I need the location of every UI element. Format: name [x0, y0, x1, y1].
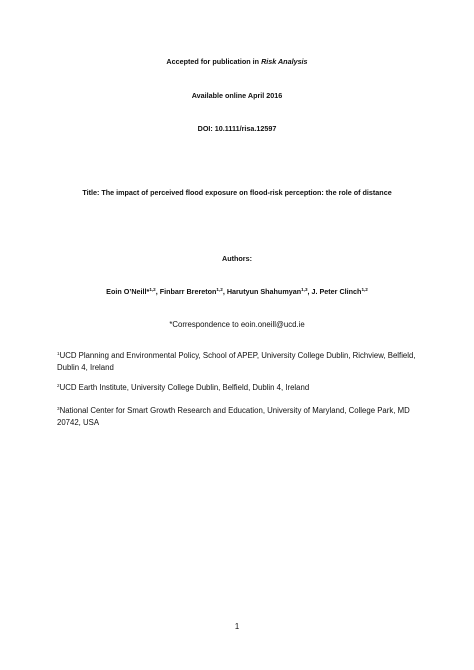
- author-affiliation-marker: 1,2: [149, 287, 156, 292]
- author-list: [0, 287, 474, 296]
- affiliation: [57, 405, 427, 429]
- author-name: Harutyun Shahumyan: [226, 287, 302, 296]
- affiliation-marker: 2: [57, 383, 60, 388]
- accepted-prefix: Accepted for publication in: [166, 57, 262, 66]
- paper-title: Title: The impact of perceived flood exposure on flood-risk perception: the role of distance: [82, 188, 392, 197]
- affiliation: [57, 350, 427, 374]
- available-online: Available online April 2016: [191, 91, 283, 100]
- correspondence-note: *Correspondence to eoin.oneill@ucd.ie: [169, 320, 305, 329]
- publication-notice: [0, 57, 474, 66]
- affiliation-marker: 3: [57, 406, 60, 411]
- author-affiliation-marker: 1,2: [216, 287, 223, 292]
- doi: DOI: 10.1111/risa.12597: [197, 124, 277, 133]
- author-affiliation-marker: 1,2: [361, 287, 368, 292]
- author-name: Eoin O’Neill*: [106, 287, 150, 296]
- affiliation-text: UCD Earth Institute, University College Dublin, Belfield, Dublin 4, Ireland: [59, 383, 310, 392]
- journal-name: Risk Analysis: [261, 57, 308, 66]
- affiliation: [57, 382, 427, 394]
- page-number: 1: [234, 622, 240, 631]
- author-separator: ,: [307, 287, 312, 296]
- author-separator: ,: [155, 287, 160, 296]
- affiliation-marker: 1: [57, 351, 60, 356]
- affiliation-text: UCD Planning and Environmental Policy, School of APEP, University College Dublin, Richview, Belfield, Dublin 4, Ireland: [57, 351, 416, 372]
- author-name: J. Peter Clinch: [311, 287, 362, 296]
- author-affiliation-marker: 1,3: [301, 287, 308, 292]
- author-name: Finbarr Brereton: [159, 287, 217, 296]
- affiliation-text: National Center for Smart Growth Research and Education, University of Maryland, College Park, MD 20742, USA: [57, 406, 410, 427]
- author-separator: ,: [222, 287, 227, 296]
- authors-heading: Authors:: [222, 254, 252, 263]
